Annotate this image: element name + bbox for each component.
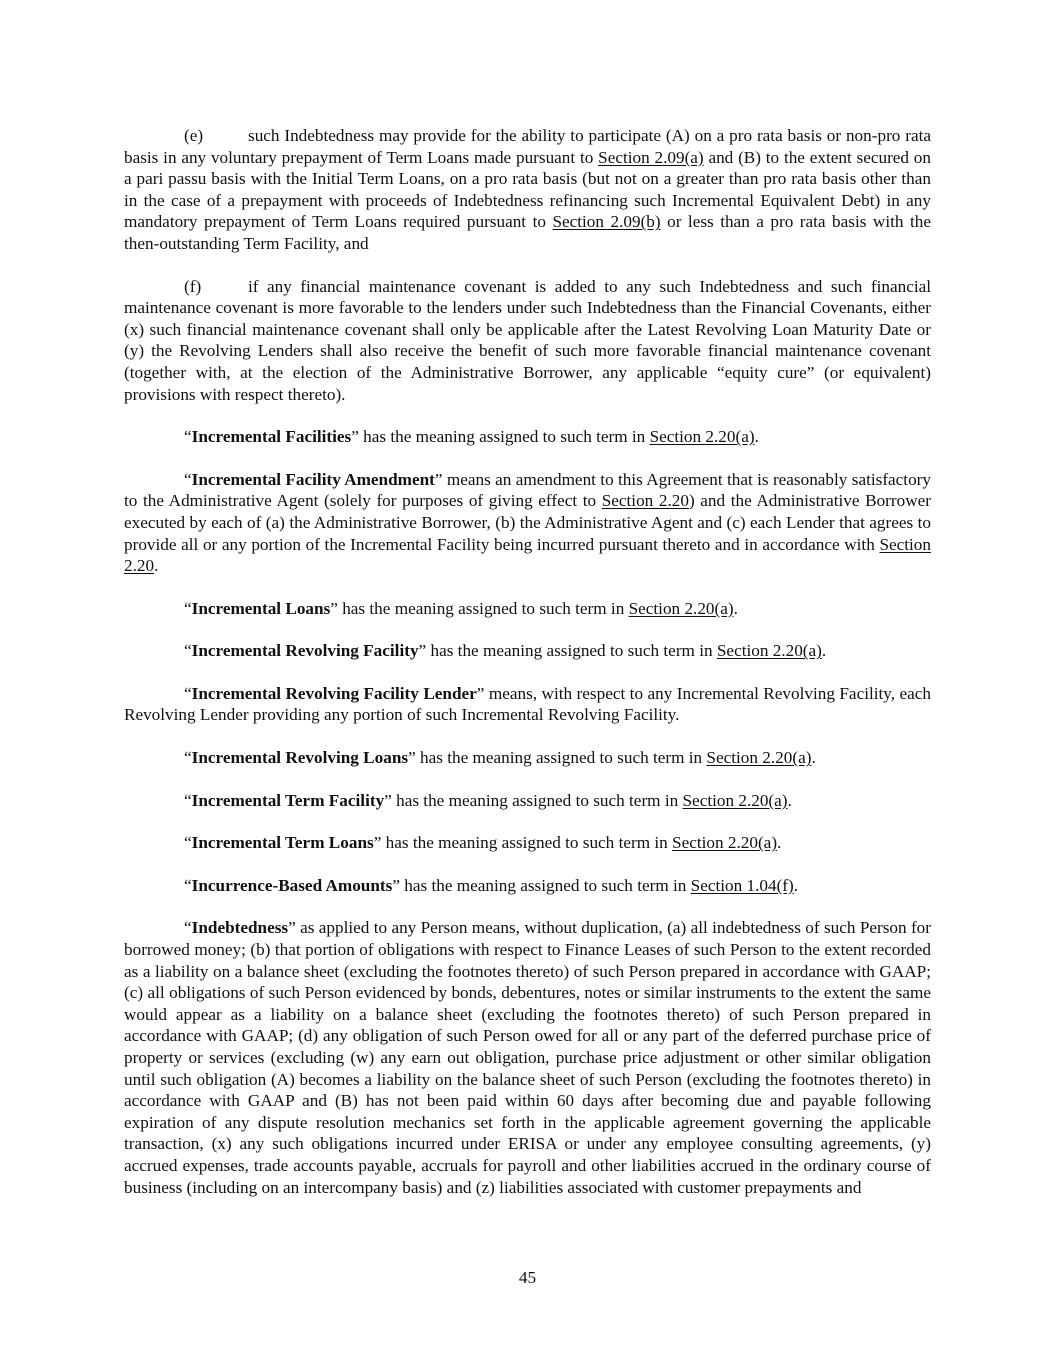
defined-term: Incremental Revolving Loans — [191, 748, 409, 768]
definition-incremental-facilities: “Incremental Facilities” has the meaning assigned to such term in Section 2.20(a). — [184, 427, 759, 447]
defined-term: Incurrence-Based Amounts — [191, 875, 393, 895]
clause-e-label: (e) — [184, 126, 204, 145]
definition-incurrence-based-amounts: “Incurrence-Based Amounts” has the meaning assigned to such term in Section 1.04(f). — [184, 875, 799, 895]
defined-term: Incremental Loans — [191, 598, 331, 618]
clause-f: (f) if any financial maintenance covenant is added to any such Indebtedness and such financial maintenance covenant is more favorable to the lenders under such Indebtedness than the Financial Covenants, either (x) such financial maintenance covenant shall only be applicable after the Latest Revolving Loan Maturity Date or (y) the Revolving Lenders shall also receive the benefit of such more favorable financial maintenance covenant (together with, at the election of the Administrative Borrower, any applicable “equity cure” (or equivalent) provisions with respect thereto). — [124, 276, 931, 404]
section-ref-link[interactable]: Section 2.20(a) — [649, 427, 755, 447]
defined-term: Incremental Facilities — [191, 427, 352, 447]
document-page — [124, 125, 931, 1219]
definition-incremental-revolving-loans: “Incremental Revolving Loans” has the meaning assigned to such term in Section 2.20(a). — [184, 748, 816, 768]
section-ref-link[interactable]: Section 2.20(a) — [706, 748, 812, 768]
definition-incremental-term-loans: “Incremental Term Loans” has the meaning assigned to such term in Section 2.20(a). — [184, 833, 782, 853]
defined-term: Incremental Revolving Facility Lender — [191, 683, 477, 703]
definition-incremental-revolving-facility-lender: “Incremental Revolving Facility Lender” means, with respect to any Incremental Revolving Facility, each Revolving Lender providing any portion of such Incremental Revolving Facility. — [124, 683, 932, 725]
section-ref-link[interactable]: Section 2.20(a) — [628, 598, 734, 618]
section-ref-link[interactable]: Section 2.20(a) — [672, 833, 778, 853]
defined-term: Incremental Term Loans — [191, 833, 374, 853]
defined-term: Incremental Facility Amendment — [191, 469, 435, 489]
section-ref-link[interactable]: Section 2.20(a) — [716, 641, 822, 661]
section-ref-link[interactable]: Section 2.09(b) — [552, 212, 661, 232]
clause-f-label: (f) — [184, 276, 202, 296]
section-ref-link[interactable]: Section 2.20(a) — [682, 790, 788, 810]
section-ref-link[interactable]: Section 2.09(a) — [598, 147, 704, 167]
definition-incremental-loans: “Incremental Loans” has the meaning assigned to such term in Section 2.20(a). — [184, 598, 738, 618]
definition-incremental-revolving-facility: “Incremental Revolving Facility” has the meaning assigned to such term in Section 2.20(a). — [184, 641, 827, 661]
page-number: 45 — [518, 1268, 537, 1287]
defined-term: Indebtedness — [191, 918, 289, 938]
definition-incremental-term-facility: “Incremental Term Facility” has the meaning assigned to such term in Section 2.20(a). — [184, 790, 792, 810]
clause-e: (e) such Indebtedness may provide for the ability to participate (A) on a pro rata basis or non-pro rata basis in any voluntary prepayment of Term Loans made pursuant to Section 2.09(a) and (B) to the extent secured on a pari passu basis with the Initial Term Loans, on a pro rata basis (but not on a greater than pro rata basis other than in the case of a prepayment with proceeds of Indebtedness refinancing such Incremental Equivalent Debt) in any mandatory prepayment of Term Loans required pursuant to Section 2.09(b) or less than a pro rata basis with the then-outstanding Term Facility, and — [124, 126, 931, 253]
defined-term: Incremental Term Facility — [191, 790, 385, 810]
definition-incremental-facility-amendment: “Incremental Facility Amendment” means an amendment to this Agreement that is reasonably satisfactory to the Administrative Agent (solely for purposes of giving effect to Section 2.20) and the Administrative Borrower executed by each of (a) the Administrative Borrower, (b) the Administrative Agent and (c) each Lender that agrees to provide all or any portion of the Incremental Facility being incurred pursuant thereto and in accordance with Section 2.20. — [124, 469, 931, 576]
section-ref-link[interactable]: Section 2.20 — [601, 491, 689, 511]
defined-term: Incremental Revolving Facility — [191, 641, 419, 661]
section-ref-link[interactable]: Section 1.04(f) — [690, 875, 794, 895]
definition-indebtedness: “Indebtedness” as applied to any Person means, without duplication, (a) all indebtedness of such Person for borrowed money; (b) that portion of obligations with respect to Finance Leases of such Person to the extent recorded as a liability on a balance sheet (excluding the footnotes thereto) of such Person prepared in accordance with GAAP; (c) all obligations of such Person evidenced by bonds, debentures, notes or similar instruments to the extent the same would appear as a liability on a balance sheet (excluding the footnotes thereto) of such Person prepared in accordance with GAAP; (d) any obligation of such Person owed for all or any part of the deferred purchase price of property or services (excluding (w) any earn out obligation, purchase price adjustment or other similar obligation until such obligation (A) becomes a liability on the balance sheet of such Person (excluding the footnotes thereto) in accordance with GAAP and (B) has not been paid within 60 days after becoming due and payable following expiration of any dispute resolution mechanics set forth in the applicable agreement governing the applicable transaction, (x) any such obligations incurred under ERISA or under any employee consulting agreements, (y) accrued expenses, trade accounts payable, accruals for payroll and other liabilities accrued in the ordinary course of business (including on an intercompany basis) and (z) liabilities associated with customer prepayments and — [124, 918, 931, 1197]
section-ref-link[interactable]: Section 2.20 — [124, 534, 931, 576]
